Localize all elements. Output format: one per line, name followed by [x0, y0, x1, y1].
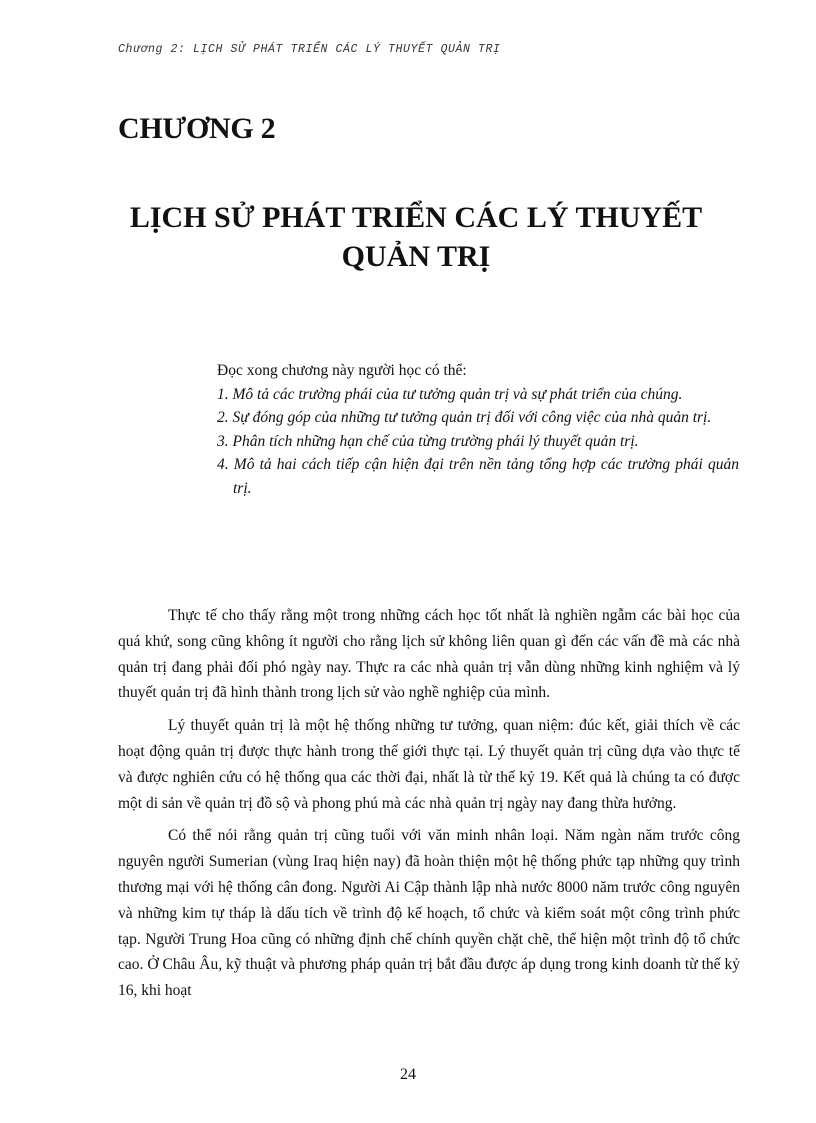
page-number: 24	[400, 1066, 416, 1083]
body-paragraph: Lý thuyết quản trị là một hệ thống những tư tưởng, quan niệm: đúc kết, giải thích về các hoạt động quản trị được thực hành trong thế giới thực tại. Lý thuyết quản trị cũng dựa vào thực tế và được nghiên cứu có hệ thống qua các thời đại, nhất là từ thế kỷ 19. Kết quả là chúng ta có được một di sản về quản trị đồ sộ và phong phú mà các nhà quản trị ngày nay đang thừa hưởng.	[118, 717, 740, 812]
objective-item: 2. Sự đóng góp của những tư tưởng quản trị đối với công việc của nhà quản trị.	[217, 409, 712, 426]
objective-item: 4. Mô tả hai cách tiếp cận hiện đại trên nền tảng tổng hợp các trường phái quản trị.	[217, 456, 739, 497]
running-header: Chương 2: LỊCH SỬ PHÁT TRIỂN CÁC LÝ THUYẾT QUẢN TRỊ	[118, 43, 501, 56]
body-paragraph: Có thể nói rằng quản trị cũng tuổi với văn minh nhân loại. Năm ngàn năm trước công nguyên người Sumerian (vùng Iraq hiện nay) đã hoàn thiện một hệ thống phức tạp những quy trình thương mại với hệ thống cân đong. Người Ai Cập thành lập nhà nước 8000 năm trước công nguyên và những kim tự tháp là dấu tích về trình độ kế hoạch, tổ chức và kiểm soát một công trình phức tạp. Người Trung Hoa cũng có những định chế chính quyền chặt chẽ, thể hiện một trình độ tổ chức cao. Ở Châu Âu, kỹ thuật và phương pháp quản trị bắt đầu được áp dụng trong kinh doanh từ thế kỷ 16, khi hoạt	[118, 827, 740, 1000]
chapter-label: CHƯƠNG 2	[118, 112, 276, 145]
objective-item: 1. Mô tả các trường phái của tư tưởng quản trị và sự phát triển của chúng.	[217, 385, 683, 403]
learning-objectives	[217, 359, 739, 500]
chapter-title-line: LỊCH SỬ PHÁT TRIỂN CÁC LÝ THUYẾT	[129, 201, 703, 234]
chapter-title-line: QUẢN TRỊ	[341, 240, 491, 273]
objectives-list	[217, 383, 739, 501]
body-text	[118, 603, 740, 1011]
objectives-intro: Đọc xong chương này người học có thể:	[217, 362, 467, 379]
body-paragraph: Thực tế cho thấy rằng một trong những cách học tốt nhất là nghiền ngẫm các bài học của quá khứ, song cũng không ít người cho rằng lịch sử không liên quan gì đến các vấn đề mà các nhà quản trị đang phải đối phó ngày nay. Thực ra các nhà quản trị vẫn dùng những kinh nghiệm và lý thuyết quản trị đã hình thành trong lịch sử vào nghề nghiệp của mình.	[118, 607, 740, 702]
chapter-title	[118, 198, 714, 276]
objective-item: 3. Phân tích những hạn chế của từng trường phái lý thuyết quản trị.	[217, 432, 639, 450]
